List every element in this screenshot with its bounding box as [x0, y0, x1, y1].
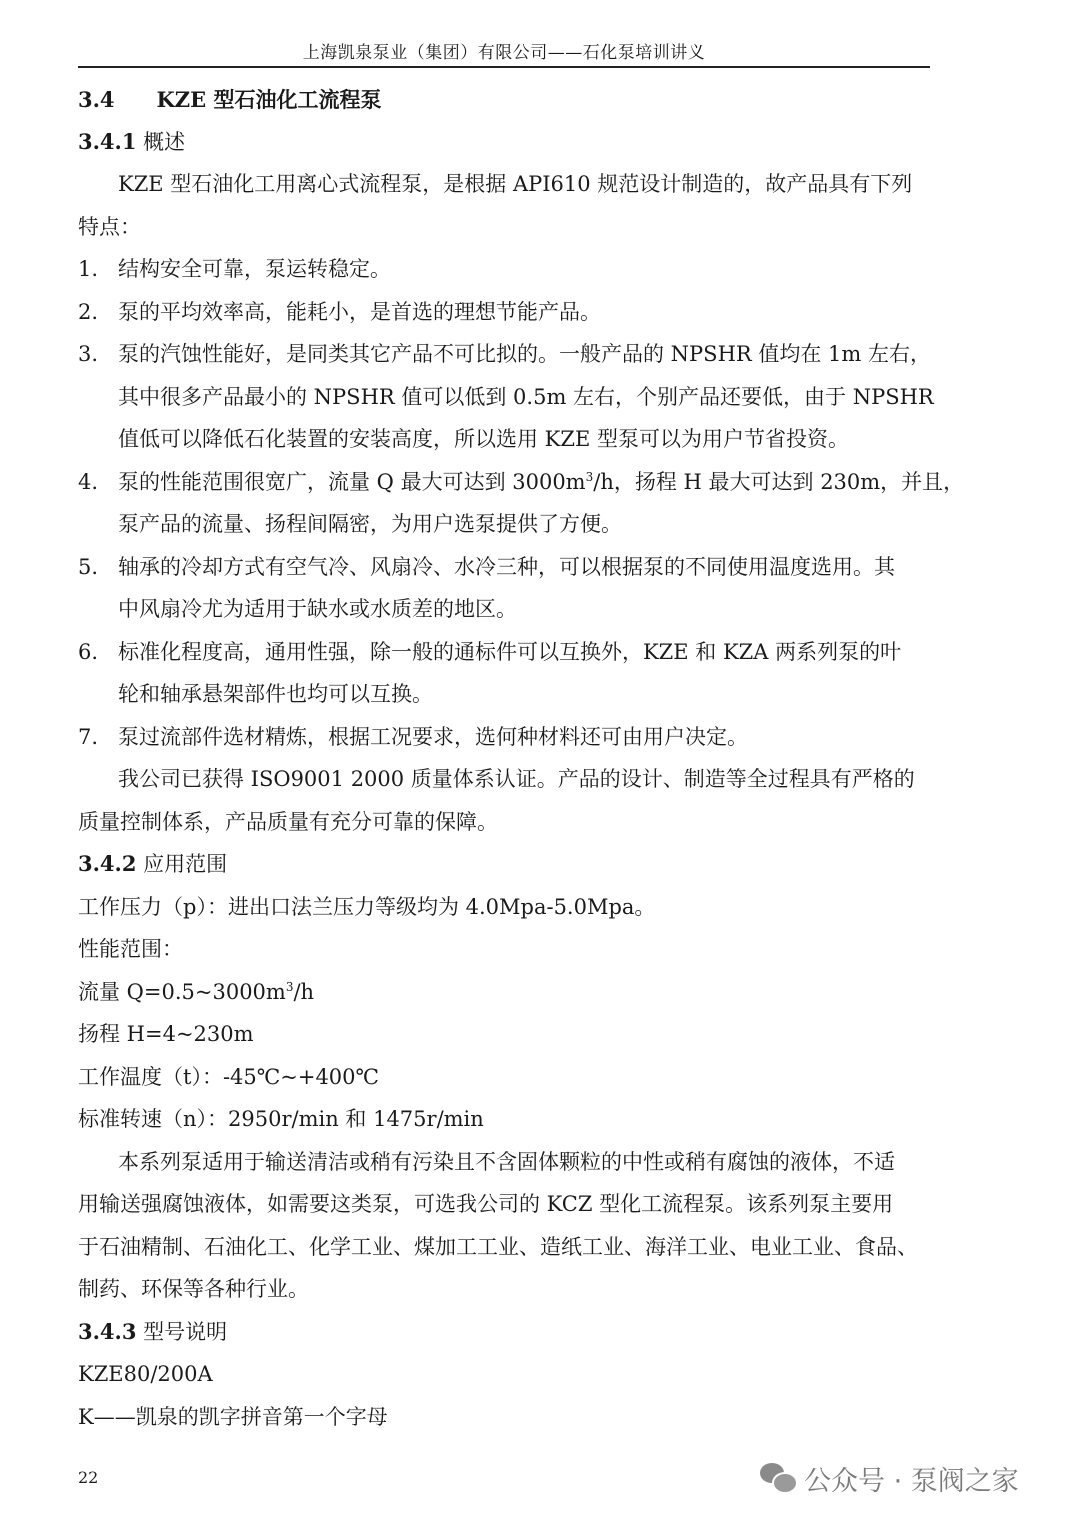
- model-k-description: K——凯泉的凯字拼音第一个字母: [78, 1405, 388, 1429]
- section-title: KZE 型石油化工流程泵: [156, 87, 382, 112]
- flow-line: 流量 $Q=0.5\sim 3000m^3/h$: [78, 980, 315, 1004]
- quality-line: 我公司已获得 ISO9001 2000 质量体系认证。产品的设计、制造等全过程具有严格的: [118, 767, 915, 791]
- intro-line: KZE 型石油化工用离心式流程泵，是根据 API610 规范设计制造的，故产品具有下列: [118, 172, 913, 196]
- usage-line: 用输送强腐蚀液体，如需要这类泵，可选我公司的 KCZ 型化工流程泵。该系列泵主要用: [78, 1192, 894, 1216]
- subsection-title: 型号说明: [143, 1320, 228, 1344]
- page-number: 22: [78, 1468, 99, 1487]
- section-number: 3.4: [78, 87, 115, 112]
- list-item: 5. 轴承的冷却方式有空气冷、风扇冷、水冷三种，可以根据泵的不同使用温度选用。其: [78, 555, 895, 579]
- temp-line: 工作温度（t）：-45℃~+400℃: [78, 1065, 380, 1089]
- subsection-number: 3.4.3: [78, 1319, 137, 1344]
- subsection-heading-2: [78, 850, 227, 878]
- subsection-heading-1: [78, 128, 185, 156]
- quality-line: 质量控制体系，产品质量有充分可靠的保障。: [78, 810, 498, 834]
- subsection-heading-3: [78, 1318, 227, 1346]
- watermark-text: 公众号 · 泵阀之家: [804, 1465, 1019, 1497]
- list-item: 1. 结构安全可靠，泵运转稳定。: [78, 257, 391, 281]
- page-header: 上海凯泉泵业（集团）有限公司——石化泵培训讲义: [302, 43, 706, 63]
- list-item-cont: 其中很多产品最小的 NPSHR 值可以低到 0.5m 左右，个别产品还要低，由于 NPSHR: [118, 385, 934, 409]
- subsection-number: 3.4.2: [78, 851, 137, 876]
- head-line: 扬程 H=4~230m: [78, 1022, 254, 1046]
- section-heading: [78, 86, 381, 114]
- model-code: KZE80/200A: [78, 1362, 213, 1386]
- header-rule: [78, 66, 930, 68]
- watermark: [760, 1458, 1060, 1498]
- pressure-line: 工作压力（p）：进出口法兰压力等级均为 4.0Mpa-5.0Mpa。: [78, 895, 656, 919]
- list-item-cont: 泵产品的流量、扬程间隔密，为用户选泵提供了方便。: [118, 512, 622, 536]
- subsection-title: 概述: [143, 130, 186, 154]
- subsection-number: 3.4.1: [78, 129, 137, 154]
- list-item-cont: 轮和轴承悬架部件也均可以互换。: [118, 682, 433, 706]
- subsection-title: 应用范围: [143, 852, 228, 876]
- list-item: 3. 泵的汽蚀性能好，是同类其它产品不可比拟的。一般产品的 NPSHR 值均在 1m 左右，: [78, 342, 931, 366]
- list-item-cont: 值低可以降低石化装置的安装高度，所以选用 KZE 型泵可以为用户节省投资。: [118, 427, 849, 451]
- list-item: 6. 标准化程度高，通用性强，除一般的通标件可以互换外，KZE 和 KZA 两系列泵的叶: [78, 640, 902, 664]
- intro-line: 特点：: [78, 215, 141, 239]
- speed-line: 标准转速（n）：2950r/min 和 1475r/min: [78, 1107, 484, 1131]
- list-item: 2. 泵的平均效率高，能耗小，是首选的理想节能产品。: [78, 300, 601, 324]
- wechat-icon: [760, 1463, 796, 1493]
- list-item: 4. 泵的性能范围很宽广，流量 Q 最大可达到 $3000m^3/h$，扬程 H 最大可达到 230m，并且，: [78, 470, 965, 494]
- perf-label: 性能范围：: [78, 937, 183, 961]
- usage-line: 于石油精制、石油化工、化学工业、煤加工工业、造纸工业、海洋工业、电业工业、食品、: [78, 1235, 918, 1259]
- usage-line: 制药、环保等各种行业。: [78, 1277, 309, 1301]
- usage-line: 本系列泵适用于输送清洁或稍有污染且不含固体颗粒的中性或稍有腐蚀的液体，不适: [118, 1150, 895, 1174]
- list-item: 7. 泵过流部件选材精炼，根据工况要求，选何种材料还可由用户决定。: [78, 725, 748, 749]
- list-item-cont: 中风扇冷尤为适用于缺水或水质差的地区。: [118, 597, 517, 621]
